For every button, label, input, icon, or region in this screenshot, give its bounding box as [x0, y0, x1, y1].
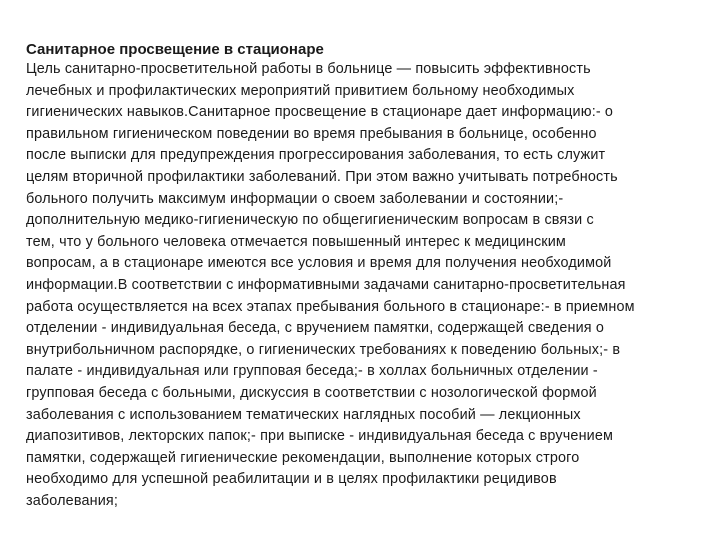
body-line: тем, что у больного человека отмечается повышенный интерес к медицинским: [26, 233, 566, 250]
body-line: информации.В соответствии с информативными задачами санитарно-просветительная: [26, 276, 626, 293]
slide-title: Санитарное просвещение в стационаре: [26, 41, 324, 58]
body-line: работа осуществляется на всех этапах пребывания больного в стационаре:- в приемном: [26, 298, 635, 315]
body-line: заболевания;: [26, 492, 118, 509]
body-line: памятки, содержащей гигиенические рекомендации, выполнение которых строго: [26, 449, 580, 466]
body-line: целям вторичной профилактики заболеваний. При этом важно учитывать потребность: [26, 168, 618, 185]
body-line: правильном гигиеническом поведении во время пребывания в больнице, особенно: [26, 125, 597, 142]
body-line: палате - индивидуальная или групповая беседа;- в холлах больничных отделении -: [26, 363, 598, 380]
body-line: диапозитивов, лекторских папок;- при выписке - индивидуальная беседа с вручением: [26, 428, 614, 445]
body-line: отделении - индивидуальная беседа, с вручением памятки, содержащей сведения о: [26, 320, 605, 337]
slide-body-text: [26, 59, 702, 512]
body-line: вопросам, а в стационаре имеются все условия и время для получения необходимой: [26, 255, 612, 272]
body-line: дополнительную медико-гигиеническую по общегигиеническим вопросам в связи с: [26, 212, 594, 229]
body-line: внутрибольничном распорядке, о гигиенических требованиях к поведению больных;- в: [26, 341, 621, 358]
body-line: Цель санитарно-просветительной работы в больнице — повысить эффективность: [26, 61, 591, 77]
body-line: групповая беседа с больными, дискуссия в соответствии с нозологической формой: [26, 384, 597, 401]
body-line: больного получить максимум информации о своем заболевании и состоянии;-: [26, 190, 564, 207]
body-line: гигиенических навыков.Санитарное просвещение в стационаре дает информацию:- о: [26, 104, 614, 121]
body-line: необходимо для успешной реабилитации и в целях профилактики рецидивов: [26, 471, 557, 488]
body-line: после выписки для предупреждения прогрессирования заболевания, то есть служит: [26, 147, 606, 164]
body-line: лечебных и профилактических мероприятий привитием больному необходимых: [26, 82, 575, 99]
body-line: заболевания с использованием тематических наглядных пособий — лекционных: [26, 406, 581, 423]
